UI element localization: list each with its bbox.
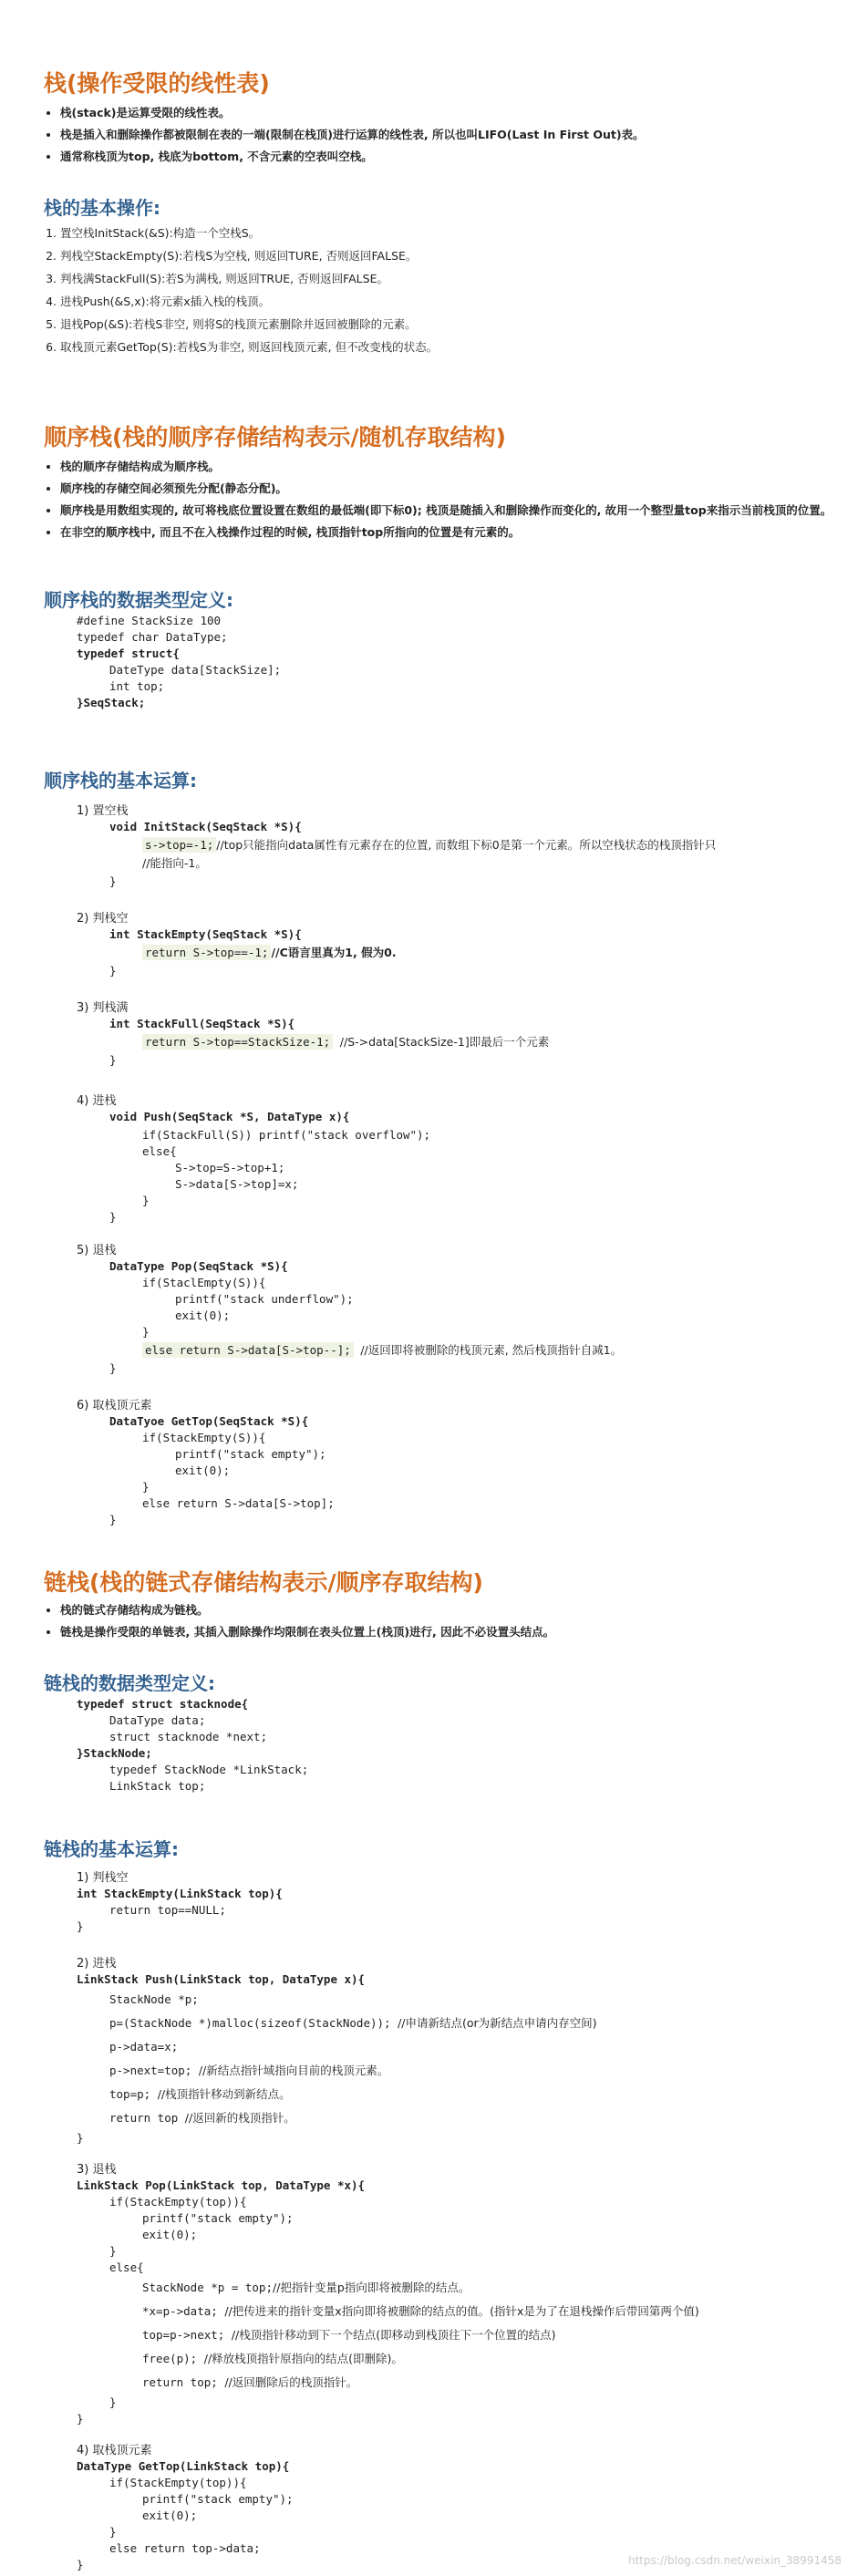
code-line: StackNode *p = top;//把指针变量p指向即将被删除的结点。 <box>142 2281 470 2294</box>
code-line: *x=p->data; //把传进来的指针变量x指向即将被删除的结点的值。(指针x是为了在退栈操作后带回第两个值) <box>142 2304 699 2318</box>
code-line: } <box>109 1361 117 1375</box>
code-line: int StackEmpty(LinkStack top){ <box>77 1887 283 1900</box>
list-item: • 栈的顺序存储结构成为顺序栈。 <box>60 456 844 478</box>
list-item: 3. 判栈满StackFull(S):若S为满栈, 则返回TRUE, 否则返回FALSE。 <box>60 267 844 290</box>
code-line: DataTyoe GetTop(SeqStack *S){ <box>109 1414 309 1428</box>
seq-ops-heading: 顺序栈的基本运算: <box>44 770 197 791</box>
code-line: } <box>109 964 117 978</box>
code-line: printf("stack underflow"); <box>175 1292 354 1306</box>
code-line: S->top=S->top+1; <box>175 1161 285 1174</box>
section-title-link-stack: 链栈(栈的链式存储结构表示/顺序存取结构) <box>44 1569 483 1596</box>
code-line: if(StackEmpty(top)){ <box>109 2195 247 2209</box>
code-line: } <box>109 2395 117 2409</box>
code-line: } <box>109 874 117 888</box>
code-line: s->top=-1; //top只能指向data属性有元素存在的位置, 而数组下标0是第一个元素。所以空栈状态的栈顶指针只 <box>142 837 716 853</box>
code-line: else return S->data[S->top]; <box>142 1496 335 1510</box>
code-line: struct stacknode *next; <box>109 1730 268 1743</box>
code-line: exit(0); <box>142 2509 198 2522</box>
op-label: 4) 进栈 <box>77 1094 117 1108</box>
code-line: if(StaclEmpty(S)){ <box>142 1276 266 1289</box>
code-line: int top; <box>109 679 165 693</box>
section-title-seq-stack: 顺序栈(栈的顺序存储结构表示/随机存取结构) <box>44 424 506 450</box>
code-line: DataType GetTop(LinkStack top){ <box>77 2459 290 2473</box>
code-line: if(StackEmpty(top)){ <box>109 2476 247 2489</box>
op-label: 2) 进栈 <box>77 1957 117 1971</box>
code-line: } <box>77 2412 84 2426</box>
code-line: top=p; //栈顶指针移动到新结点。 <box>109 2087 291 2101</box>
code-line: } <box>77 1919 84 1933</box>
list-item: • 栈是插入和删除操作都被限制在表的一端(限制在栈顶)进行运算的线性表, 所以也叫LIFO(Last In First Out)表。 <box>60 124 844 146</box>
section-title-stack: 栈(操作受限的线性表) <box>44 70 270 97</box>
op-label: 3) 判栈满 <box>77 1001 129 1015</box>
code-line: } <box>109 2244 117 2258</box>
code-line: else{ <box>109 2260 144 2274</box>
code-line: else return top->data; <box>109 2541 261 2555</box>
code-line: } <box>109 1053 117 1067</box>
code-line: printf("stack empty"); <box>142 2211 294 2225</box>
code-line: typedef struct stacknode{ <box>77 1697 249 1711</box>
link-stack-bullet-list <box>36 1599 844 1643</box>
code-line: #define StackSize 100 <box>77 614 222 627</box>
code-line: exit(0); <box>175 1464 231 1477</box>
code-line: DataType data; <box>109 1713 206 1727</box>
code-line: }StackNode; <box>77 1746 152 1760</box>
seq-def-heading: 顺序栈的数据类型定义: <box>44 589 233 611</box>
list-item: 6. 取栈顶元素GetTop(S):若栈S为非空, 则返回栈顶元素, 但不改变栈的状态。 <box>60 336 844 358</box>
list-item: • 顺序栈是用数组实现的, 故可将栈底位置设置在数组的最低端(即下标0); 栈顶是随插入和删除操作而变化的, 故用一个整型量top来指示当前栈顶的位置。 <box>60 500 844 522</box>
code-line: } <box>142 1480 150 1494</box>
list-item: • 顺序栈的存储空间必须预先分配(静态分配)。 <box>60 478 844 500</box>
code-line: } <box>109 1513 117 1526</box>
code-line: } <box>142 1194 150 1207</box>
code-line: } <box>77 2131 84 2145</box>
code-line: typedef struct{ <box>77 647 180 660</box>
list-item: • 栈的链式存储结构成为链栈。 <box>60 1599 844 1621</box>
list-item: • 链栈是操作受限的单链表, 其插入删除操作均限制在表头位置上(栈顶)进行, 因此不必设置头结点。 <box>60 1621 844 1643</box>
code-comment: //能指向-1。 <box>142 856 207 870</box>
code-line: } <box>109 1210 117 1224</box>
stack-ops-heading: 栈的基本操作: <box>44 197 160 219</box>
code-line: LinkStack Pop(LinkStack top, DataType *x){ <box>77 2178 366 2192</box>
code-line: int StackFull(SeqStack *S){ <box>109 1017 295 1030</box>
code-line: exit(0); <box>175 1309 231 1322</box>
code-line: p=(StackNode *)malloc(sizeof(StackNode)); //申请新结点(or为新结点申请内存空间) <box>109 2016 597 2030</box>
code-line: } <box>77 2558 84 2571</box>
code-line: p->next=top; //新结点指针域指向目前的栈顶元素。 <box>109 2064 389 2077</box>
link-ops-heading: 链栈的基本运算: <box>44 1838 179 1860</box>
code-line: LinkStack top; <box>109 1779 206 1793</box>
code-line: p->data=x; <box>109 2040 179 2054</box>
code-line: else{ <box>142 1144 177 1158</box>
op-label: 3) 退栈 <box>77 2163 117 2177</box>
code-line: void InitStack(SeqStack *S){ <box>109 820 302 833</box>
stack-ops-list <box>36 222 844 358</box>
code-line: S->data[S->top]=x; <box>175 1177 299 1191</box>
code-line: } <box>142 1325 150 1339</box>
code-line: StackNode *p; <box>109 1992 199 2006</box>
list-item: • 栈(stack)是运算受限的线性表。 <box>60 102 844 124</box>
code-line: } <box>109 2525 117 2539</box>
link-def-heading: 链栈的数据类型定义: <box>44 1672 215 1694</box>
code-line: top=p->next; //栈顶指针移动到下一个结点(即移动到栈顶往下一个位置的结点) <box>142 2328 556 2342</box>
list-item: 5. 退栈Pop(&S):若栈S非空, 则将S的栈顶元素删除并返回被删除的元素。 <box>60 313 844 336</box>
watermark: https://blog.csdn.net/weixin_38991458 <box>627 2554 842 2567</box>
seq-stack-bullet-list <box>36 456 844 543</box>
list-item: • 在非空的顺序栈中, 而且不在入栈操作过程的时候, 栈顶指针top所指向的位置是有元素的。 <box>60 522 844 543</box>
code-line: return top==NULL; <box>109 1903 226 1917</box>
op-label: 4) 取栈顶元素 <box>77 2444 152 2457</box>
op-label: 1) 判栈空 <box>77 1871 129 1885</box>
code-line: int StackEmpty(SeqStack *S){ <box>109 927 302 941</box>
code-line: return S->top==StackSize-1; //S->data[StackSize-1]即最后一个元素 <box>142 1034 549 1050</box>
code-line: DateType data[StackSize]; <box>109 663 282 677</box>
code-line: typedef char DataType; <box>77 630 228 644</box>
op-label: 5) 退栈 <box>77 1244 117 1257</box>
code-line: return S->top==-1; //C语言里真为1, 假为0. <box>142 945 397 961</box>
stack-bullet-list <box>36 102 844 168</box>
code-line: typedef StackNode *LinkStack; <box>109 1763 309 1776</box>
op-label: 1) 置空栈 <box>77 804 129 818</box>
op-label: 6) 取栈顶元素 <box>77 1399 152 1412</box>
code-line: printf("stack empty"); <box>142 2492 294 2506</box>
list-item: 4. 进栈Push(&S,x):将元素x插入栈的栈顶。 <box>60 290 844 313</box>
code-line: return top //返回新的栈顶指针。 <box>109 2111 295 2125</box>
list-item: • 通常称栈顶为top, 栈底为bottom, 不含元素的空表叫空栈。 <box>60 146 844 168</box>
code-line: DataType Pop(SeqStack *S){ <box>109 1259 288 1273</box>
op-label: 2) 判栈空 <box>77 912 129 926</box>
code-line: void Push(SeqStack *S, DataType x){ <box>109 1110 350 1123</box>
code-line: }SeqStack; <box>77 696 146 709</box>
code-line: free(p); //释放栈顶指针原指向的结点(即删除)。 <box>142 2352 403 2365</box>
list-item: 2. 判栈空StackEmpty(S):若栈S为空栈, 则返回TURE, 否则返回FALSE。 <box>60 244 844 267</box>
code-line: return top; //返回删除后的栈顶指针。 <box>142 2375 358 2389</box>
code-line: if(StackEmpty(S)){ <box>142 1431 266 1444</box>
code-line: LinkStack Push(LinkStack top, DataType x){ <box>77 1972 366 1986</box>
code-line: printf("stack empty"); <box>175 1447 326 1461</box>
code-line: else return S->data[S->top--]; //返回即将被删除的栈顶元素, 然后栈顶指针自减1。 <box>142 1342 622 1359</box>
code-line: exit(0); <box>142 2228 198 2241</box>
list-item: 1. 置空栈InitStack(&S):构造一个空栈S。 <box>60 222 844 244</box>
code-line: if(StackFull(S)) printf("stack overflow"); <box>142 1128 431 1142</box>
